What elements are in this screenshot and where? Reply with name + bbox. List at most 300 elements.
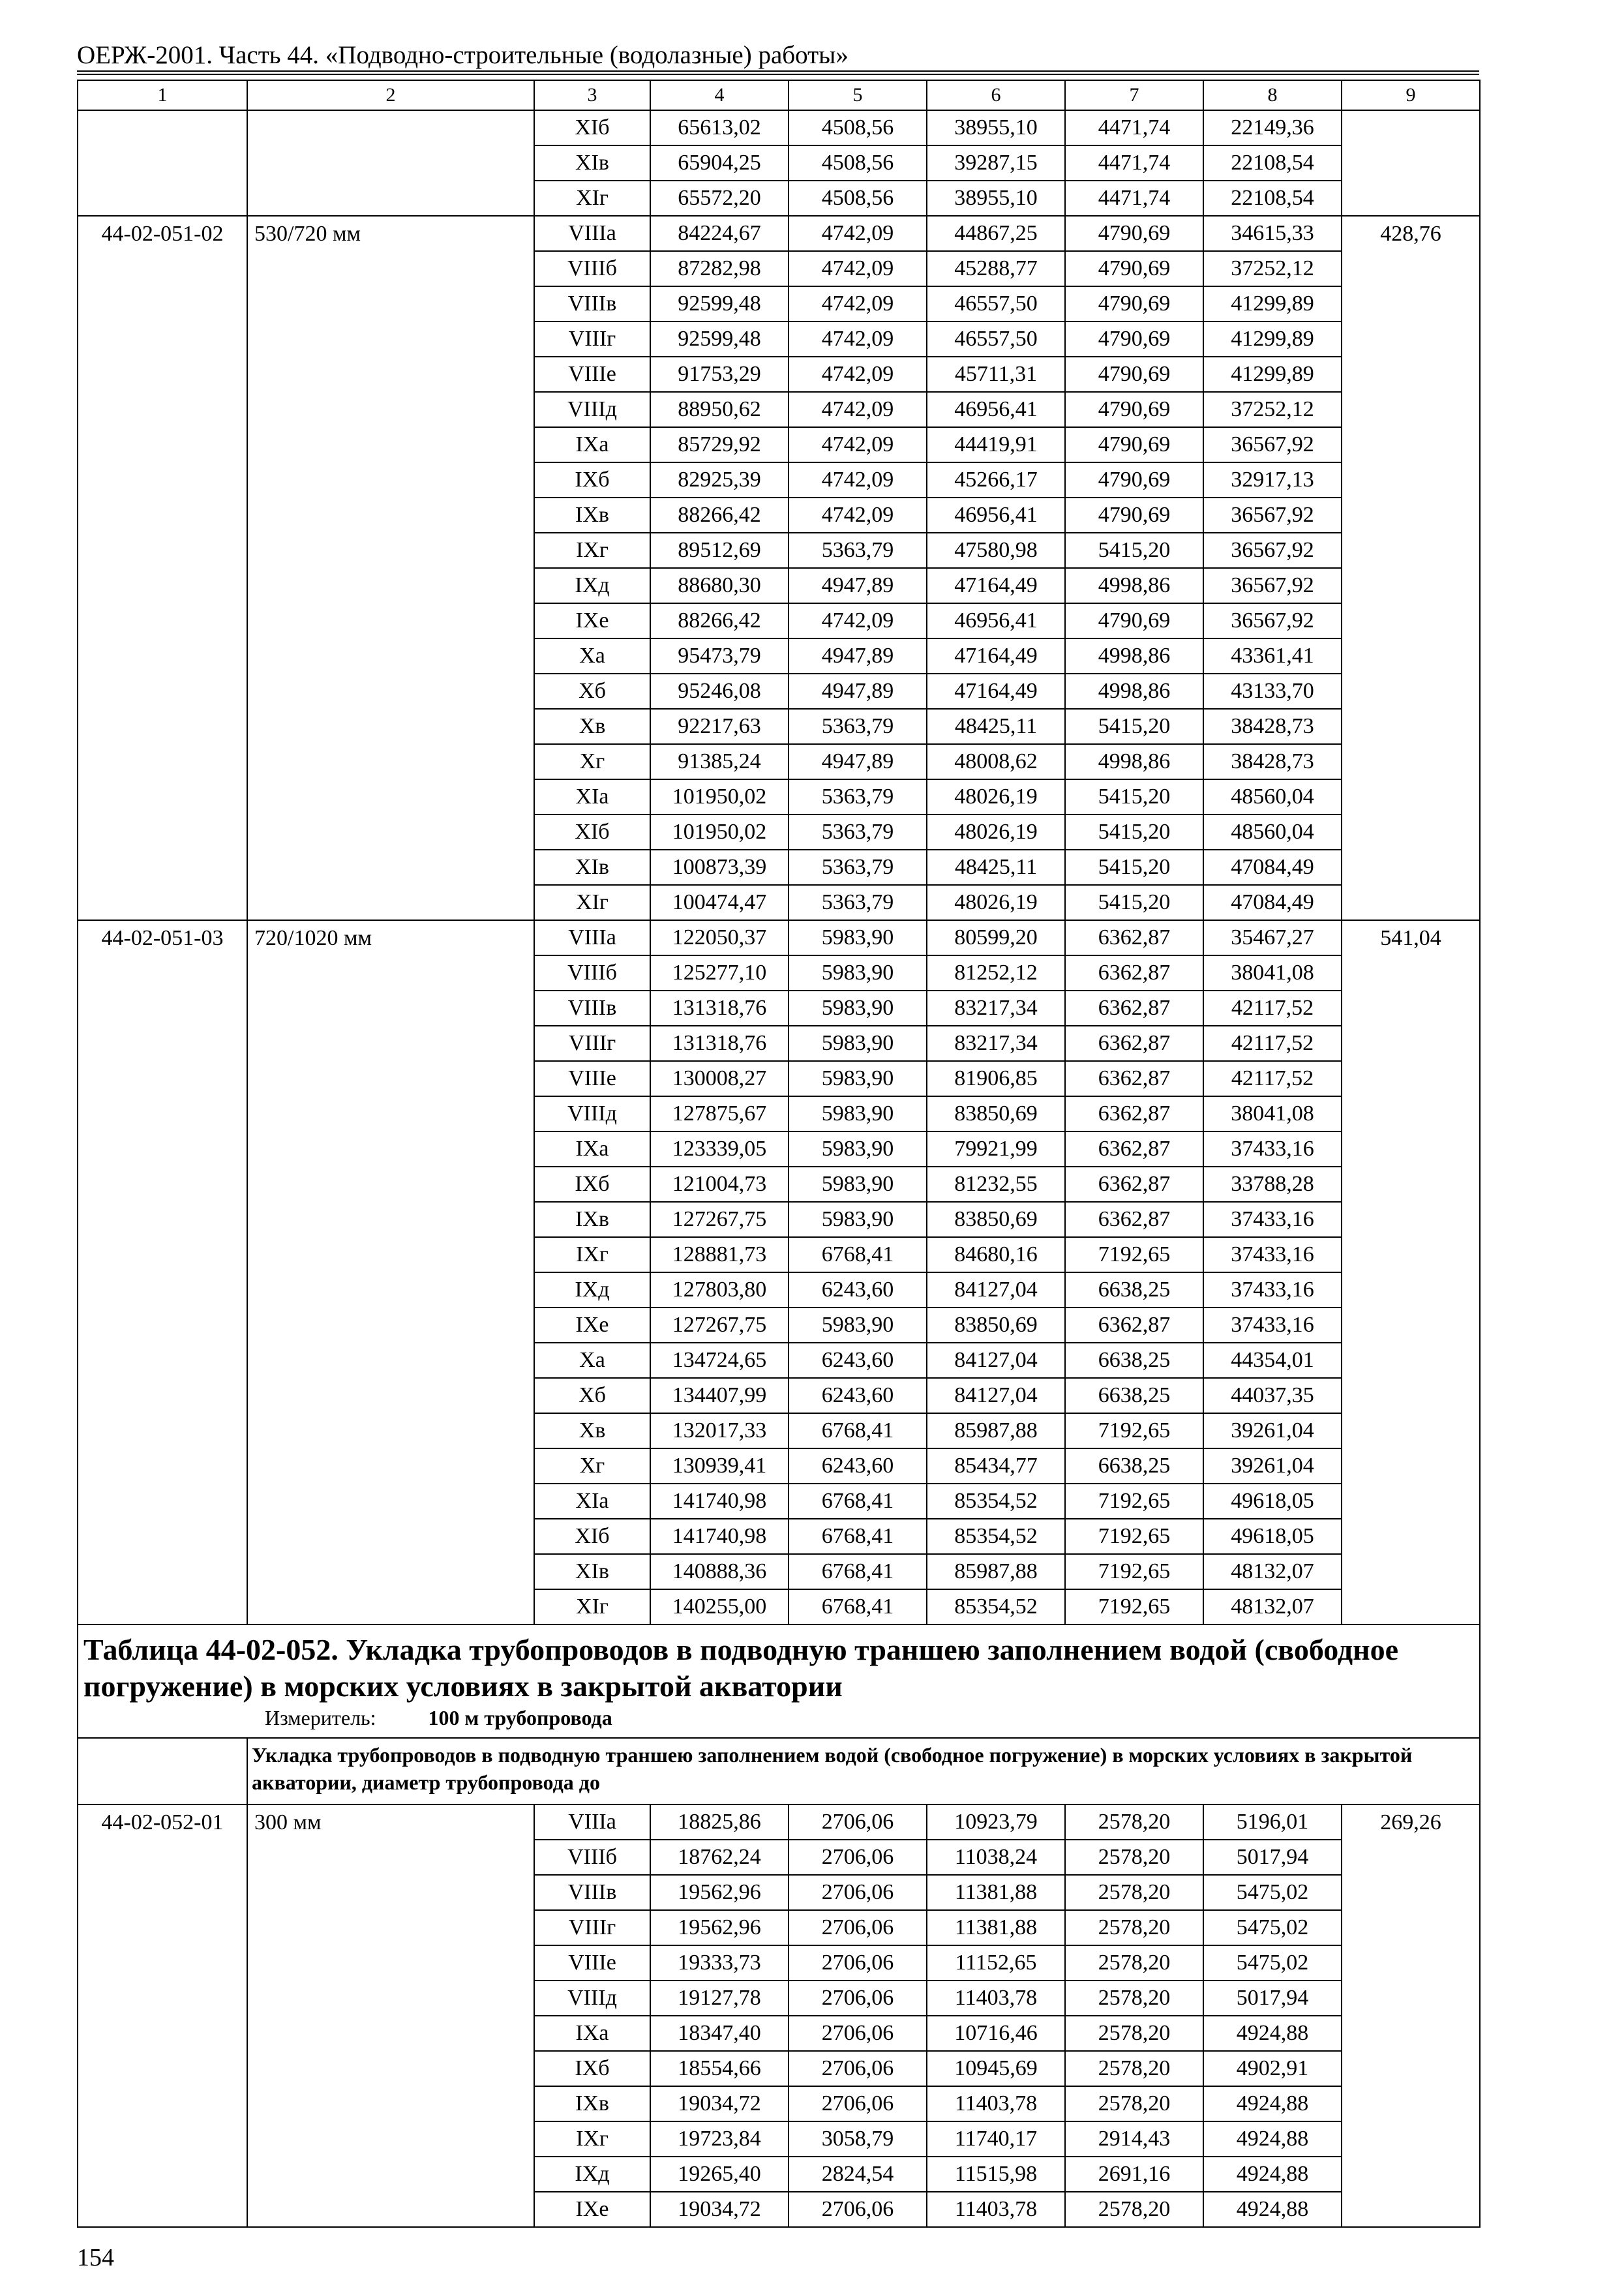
value-cell: 89512,69 <box>650 533 789 568</box>
value-cell: 127803,80 <box>650 1272 789 1308</box>
value-cell: 36567,92 <box>1203 568 1342 603</box>
rate-code: 44-02-051-02 <box>78 216 247 920</box>
value-cell: 4947,89 <box>789 638 927 674</box>
value-cell: 11403,78 <box>927 1981 1065 2016</box>
value-cell: 140255,00 <box>650 1589 789 1624</box>
value-cell: 6362,87 <box>1065 1202 1203 1237</box>
zone-class: VIIIб <box>534 251 650 286</box>
value-cell: 11740,17 <box>927 2121 1065 2157</box>
table-body-part-b <box>78 1804 1480 2227</box>
value-cell: 4742,09 <box>789 286 927 322</box>
value-cell: 132017,33 <box>650 1413 789 1448</box>
rate-code <box>78 110 247 216</box>
pipe-diameter: 530/720 мм <box>247 216 534 920</box>
zone-class: Xа <box>534 1343 650 1378</box>
section-heading-row <box>78 1738 1480 1804</box>
zone-class: XIв <box>534 145 650 181</box>
zone-class: VIIIг <box>534 322 650 357</box>
value-cell: 22149,36 <box>1203 110 1342 145</box>
labor-value: 269,26 <box>1342 1804 1480 2227</box>
value-cell: 6362,87 <box>1065 1167 1203 1202</box>
value-cell: 6638,25 <box>1065 1343 1203 1378</box>
value-cell: 11403,78 <box>927 2192 1065 2227</box>
value-cell: 4742,09 <box>789 427 927 462</box>
value-cell: 125277,10 <box>650 955 789 991</box>
value-cell: 83217,34 <box>927 1026 1065 1061</box>
value-cell: 4790,69 <box>1065 216 1203 251</box>
zone-class: VIIIв <box>534 991 650 1026</box>
value-cell: 2706,06 <box>789 2192 927 2227</box>
value-cell: 38428,73 <box>1203 709 1342 744</box>
value-cell: 2706,06 <box>789 1840 927 1875</box>
value-cell: 2706,06 <box>789 2051 927 2086</box>
value-cell: 2824,54 <box>789 2157 927 2192</box>
value-cell: 5415,20 <box>1065 885 1203 920</box>
pipe-diameter: 720/1020 мм <box>247 920 534 1624</box>
value-cell: 45288,77 <box>927 251 1065 286</box>
value-cell: 92599,48 <box>650 286 789 322</box>
value-cell: 2706,06 <box>789 2086 927 2121</box>
zone-class: IXа <box>534 427 650 462</box>
value-cell: 4947,89 <box>789 744 927 779</box>
col-number: 2 <box>247 80 534 110</box>
value-cell: 85729,92 <box>650 427 789 462</box>
section-heading: Укладка трубопроводов в подводную траншею заполнением водой (свободное погружение) в морских условиях в закрытой акватории, диаметр трубопровода до <box>252 1743 1413 1794</box>
zone-class: VIIIг <box>534 1910 650 1945</box>
value-cell: 33788,28 <box>1203 1167 1342 1202</box>
value-cell: 123339,05 <box>650 1131 789 1167</box>
value-cell: 6362,87 <box>1065 1096 1203 1131</box>
value-cell: 19562,96 <box>650 1875 789 1910</box>
value-cell: 6768,41 <box>789 1237 927 1272</box>
zone-class: IXв <box>534 2086 650 2121</box>
value-cell: 2914,43 <box>1065 2121 1203 2157</box>
value-cell: 36567,92 <box>1203 498 1342 533</box>
zone-class: XIб <box>534 110 650 145</box>
labor-value <box>1342 110 1480 216</box>
value-cell: 2578,20 <box>1065 1945 1203 1981</box>
value-cell: 47164,49 <box>927 674 1065 709</box>
value-cell: 4947,89 <box>789 674 927 709</box>
labor-value: 428,76 <box>1342 216 1480 920</box>
value-cell: 48026,19 <box>927 815 1065 850</box>
value-cell: 39287,15 <box>927 145 1065 181</box>
value-cell: 4742,09 <box>789 357 927 392</box>
value-cell: 7192,65 <box>1065 1554 1203 1589</box>
value-cell: 5415,20 <box>1065 850 1203 885</box>
value-cell: 4790,69 <box>1065 427 1203 462</box>
value-cell: 6362,87 <box>1065 955 1203 991</box>
value-cell: 6362,87 <box>1065 991 1203 1026</box>
value-cell: 11381,88 <box>927 1910 1065 1945</box>
column-number-row <box>78 80 1480 110</box>
table-row <box>78 1804 1480 1840</box>
value-cell: 10923,79 <box>927 1804 1065 1840</box>
value-cell: 6243,60 <box>789 1343 927 1378</box>
value-cell: 34615,33 <box>1203 216 1342 251</box>
col-number: 7 <box>1065 80 1203 110</box>
value-cell: 42117,52 <box>1203 1061 1342 1096</box>
value-cell: 130008,27 <box>650 1061 789 1096</box>
zone-class: IXг <box>534 1237 650 1272</box>
value-cell: 87282,98 <box>650 251 789 286</box>
zone-class: XIг <box>534 1589 650 1624</box>
value-cell: 4742,09 <box>789 392 927 427</box>
value-cell: 4742,09 <box>789 603 927 638</box>
value-cell: 11403,78 <box>927 2086 1065 2121</box>
rate-code: 44-02-052-01 <box>78 1804 247 2227</box>
value-cell: 44037,35 <box>1203 1378 1342 1413</box>
section-heading-cell <box>247 1738 1480 1804</box>
value-cell: 38428,73 <box>1203 744 1342 779</box>
value-cell: 4790,69 <box>1065 357 1203 392</box>
value-cell: 85354,52 <box>927 1519 1065 1554</box>
value-cell: 88266,42 <box>650 498 789 533</box>
value-cell: 46956,41 <box>927 603 1065 638</box>
value-cell: 92217,63 <box>650 709 789 744</box>
value-cell: 65904,25 <box>650 145 789 181</box>
value-cell: 85987,88 <box>927 1413 1065 1448</box>
value-cell: 4508,56 <box>789 145 927 181</box>
table-title-section <box>78 1624 1480 1804</box>
value-cell: 2578,20 <box>1065 1840 1203 1875</box>
zone-class: VIIIд <box>534 1981 650 2016</box>
value-cell: 48132,07 <box>1203 1554 1342 1589</box>
value-cell: 7192,65 <box>1065 1519 1203 1554</box>
zone-class: IXд <box>534 568 650 603</box>
value-cell: 6362,87 <box>1065 1308 1203 1343</box>
value-cell: 45711,31 <box>927 357 1065 392</box>
value-cell: 127875,67 <box>650 1096 789 1131</box>
value-cell: 11515,98 <box>927 2157 1065 2192</box>
value-cell: 47084,49 <box>1203 850 1342 885</box>
zone-class: VIIIа <box>534 920 650 955</box>
value-cell: 18554,66 <box>650 2051 789 2086</box>
table-title-cell <box>78 1624 1480 1738</box>
zone-class: IXб <box>534 2051 650 2086</box>
value-cell: 48026,19 <box>927 779 1065 815</box>
value-cell: 4508,56 <box>789 110 927 145</box>
value-cell: 36567,92 <box>1203 603 1342 638</box>
value-cell: 48560,04 <box>1203 779 1342 815</box>
value-cell: 49618,05 <box>1203 1519 1342 1554</box>
value-cell: 41299,89 <box>1203 322 1342 357</box>
zone-class: IXе <box>534 2192 650 2227</box>
zone-class: VIIIб <box>534 1840 650 1875</box>
value-cell: 141740,98 <box>650 1519 789 1554</box>
table-body-part-a <box>78 80 1480 1624</box>
value-cell: 10945,69 <box>927 2051 1065 2086</box>
value-cell: 4508,56 <box>789 181 927 216</box>
value-cell: 84127,04 <box>927 1378 1065 1413</box>
value-cell: 48425,11 <box>927 709 1065 744</box>
value-cell: 2706,06 <box>789 1804 927 1840</box>
value-cell: 36567,92 <box>1203 427 1342 462</box>
zone-class: Xг <box>534 1448 650 1484</box>
value-cell: 4947,89 <box>789 568 927 603</box>
value-cell: 6638,25 <box>1065 1448 1203 1484</box>
value-cell: 2578,20 <box>1065 1875 1203 1910</box>
value-cell: 2578,20 <box>1065 2016 1203 2051</box>
value-cell: 4998,86 <box>1065 674 1203 709</box>
value-cell: 5363,79 <box>789 533 927 568</box>
value-cell: 65613,02 <box>650 110 789 145</box>
zone-class: XIг <box>534 885 650 920</box>
value-cell: 88680,30 <box>650 568 789 603</box>
rates-table <box>77 80 1481 2228</box>
col-number: 3 <box>534 80 650 110</box>
value-cell: 141740,98 <box>650 1484 789 1519</box>
value-cell: 4924,88 <box>1203 2192 1342 2227</box>
value-cell: 4471,74 <box>1065 110 1203 145</box>
value-cell: 37433,16 <box>1203 1308 1342 1343</box>
value-cell: 2706,06 <box>789 1910 927 1945</box>
value-cell: 84127,04 <box>927 1343 1065 1378</box>
table-row <box>78 216 1480 251</box>
value-cell: 2578,20 <box>1065 2086 1203 2121</box>
value-cell: 95473,79 <box>650 638 789 674</box>
value-cell: 4902,91 <box>1203 2051 1342 2086</box>
value-cell: 47164,49 <box>927 638 1065 674</box>
value-cell: 5475,02 <box>1203 1945 1342 1981</box>
value-cell: 122050,37 <box>650 920 789 955</box>
zone-class: IXд <box>534 1272 650 1308</box>
zone-class: IXд <box>534 2157 650 2192</box>
zone-class: VIIIв <box>534 286 650 322</box>
value-cell: 19723,84 <box>650 2121 789 2157</box>
value-cell: 39261,04 <box>1203 1448 1342 1484</box>
zone-class: IXг <box>534 2121 650 2157</box>
value-cell: 131318,76 <box>650 991 789 1026</box>
value-cell: 6638,25 <box>1065 1272 1203 1308</box>
value-cell: 5017,94 <box>1203 1981 1342 2016</box>
value-cell: 38955,10 <box>927 110 1065 145</box>
value-cell: 100474,47 <box>650 885 789 920</box>
value-cell: 84680,16 <box>927 1237 1065 1272</box>
value-cell: 19265,40 <box>650 2157 789 2192</box>
value-cell: 6768,41 <box>789 1484 927 1519</box>
zone-class: XIб <box>534 1519 650 1554</box>
value-cell: 45266,17 <box>927 462 1065 498</box>
value-cell: 6362,87 <box>1065 1061 1203 1096</box>
value-cell: 101950,02 <box>650 779 789 815</box>
zone-class: VIIIе <box>534 357 650 392</box>
value-cell: 19034,72 <box>650 2192 789 2227</box>
value-cell: 121004,73 <box>650 1167 789 1202</box>
value-cell: 37252,12 <box>1203 251 1342 286</box>
value-cell: 4924,88 <box>1203 2157 1342 2192</box>
value-cell: 5415,20 <box>1065 709 1203 744</box>
value-cell: 48560,04 <box>1203 815 1342 850</box>
value-cell: 5017,94 <box>1203 1840 1342 1875</box>
value-cell: 48008,62 <box>927 744 1065 779</box>
value-cell: 18347,40 <box>650 2016 789 2051</box>
value-cell: 5983,90 <box>789 1202 927 1237</box>
value-cell: 7192,65 <box>1065 1484 1203 1519</box>
value-cell: 47084,49 <box>1203 885 1342 920</box>
value-cell: 2706,06 <box>789 1875 927 1910</box>
zone-class: VIIIб <box>534 955 650 991</box>
value-cell: 48425,11 <box>927 850 1065 885</box>
page-number: 154 <box>77 2244 114 2271</box>
col-number: 1 <box>78 80 247 110</box>
zone-class: XIб <box>534 815 650 850</box>
value-cell: 11038,24 <box>927 1840 1065 1875</box>
value-cell: 5363,79 <box>789 850 927 885</box>
zone-class: IXг <box>534 533 650 568</box>
value-cell: 48132,07 <box>1203 1589 1342 1624</box>
value-cell: 85987,88 <box>927 1554 1065 1589</box>
value-cell: 4471,74 <box>1065 181 1203 216</box>
value-cell: 134407,99 <box>650 1378 789 1413</box>
value-cell: 5363,79 <box>789 885 927 920</box>
page-header: ОЕРЖ-2001. Часть 44. «Подводно-строительные (водолазные) работы» <box>77 41 849 69</box>
value-cell: 4742,09 <box>789 462 927 498</box>
value-cell: 6768,41 <box>789 1413 927 1448</box>
value-cell: 37433,16 <box>1203 1202 1342 1237</box>
pipe-diameter <box>247 110 534 216</box>
value-cell: 4998,86 <box>1065 568 1203 603</box>
value-cell: 85354,52 <box>927 1484 1065 1519</box>
value-cell: 43133,70 <box>1203 674 1342 709</box>
col-number: 4 <box>650 80 789 110</box>
col-number: 8 <box>1203 80 1342 110</box>
pipe-diameter: 300 мм <box>247 1804 534 2227</box>
value-cell: 5415,20 <box>1065 815 1203 850</box>
value-cell: 6362,87 <box>1065 1026 1203 1061</box>
value-cell: 88950,62 <box>650 392 789 427</box>
value-cell: 84224,67 <box>650 216 789 251</box>
zone-class: Xб <box>534 1378 650 1413</box>
value-cell: 47164,49 <box>927 568 1065 603</box>
value-cell: 5983,90 <box>789 1167 927 1202</box>
value-cell: 41299,89 <box>1203 357 1342 392</box>
zone-class: IXв <box>534 1202 650 1237</box>
measure-label: Измеритель: <box>265 1706 376 1729</box>
value-cell: 5983,90 <box>789 920 927 955</box>
value-cell: 2578,20 <box>1065 1981 1203 2016</box>
value-cell: 100873,39 <box>650 850 789 885</box>
value-cell: 46956,41 <box>927 392 1065 427</box>
value-cell: 2691,16 <box>1065 2157 1203 2192</box>
value-cell: 4790,69 <box>1065 603 1203 638</box>
value-cell: 4742,09 <box>789 216 927 251</box>
value-cell: 6768,41 <box>789 1554 927 1589</box>
value-cell: 5983,90 <box>789 1061 927 1096</box>
value-cell: 3058,79 <box>789 2121 927 2157</box>
value-cell: 82925,39 <box>650 462 789 498</box>
value-cell: 4742,09 <box>789 322 927 357</box>
value-cell: 2706,06 <box>789 1981 927 2016</box>
value-cell: 38041,08 <box>1203 1096 1342 1131</box>
value-cell: 11152,65 <box>927 1945 1065 1981</box>
col-number: 9 <box>1342 80 1480 110</box>
value-cell: 37252,12 <box>1203 392 1342 427</box>
value-cell: 4924,88 <box>1203 2016 1342 2051</box>
value-cell: 91385,24 <box>650 744 789 779</box>
value-cell: 65572,20 <box>650 181 789 216</box>
zone-class: VIIIе <box>534 1061 650 1096</box>
value-cell: 18825,86 <box>650 1804 789 1840</box>
value-cell: 2578,20 <box>1065 1804 1203 1840</box>
value-cell: 7192,65 <box>1065 1589 1203 1624</box>
value-cell: 88266,42 <box>650 603 789 638</box>
value-cell: 127267,75 <box>650 1308 789 1343</box>
value-cell: 130939,41 <box>650 1448 789 1484</box>
value-cell: 35467,27 <box>1203 920 1342 955</box>
value-cell: 6638,25 <box>1065 1378 1203 1413</box>
value-cell: 134724,65 <box>650 1343 789 1378</box>
rate-code: 44-02-051-03 <box>78 920 247 1624</box>
zone-class: Xв <box>534 1413 650 1448</box>
value-cell: 44419,91 <box>927 427 1065 462</box>
value-cell: 101950,02 <box>650 815 789 850</box>
value-cell: 4790,69 <box>1065 322 1203 357</box>
zone-class: Xв <box>534 709 650 744</box>
value-cell: 5983,90 <box>789 1026 927 1061</box>
value-cell: 5363,79 <box>789 815 927 850</box>
value-cell: 92599,48 <box>650 322 789 357</box>
value-cell: 5475,02 <box>1203 1875 1342 1910</box>
value-cell: 4742,09 <box>789 498 927 533</box>
value-cell: 4471,74 <box>1065 145 1203 181</box>
zone-class: IXб <box>534 462 650 498</box>
header-rule <box>77 70 1479 72</box>
value-cell: 38955,10 <box>927 181 1065 216</box>
zone-class: XIг <box>534 181 650 216</box>
value-cell: 32917,13 <box>1203 462 1342 498</box>
measure-value: 100 м трубопровода <box>428 1706 612 1729</box>
zone-class: IXе <box>534 603 650 638</box>
value-cell: 5983,90 <box>789 991 927 1026</box>
header-rule-thin <box>77 74 1479 75</box>
zone-class: VIIIд <box>534 1096 650 1131</box>
value-cell: 7192,65 <box>1065 1413 1203 1448</box>
section-heading-empty <box>78 1738 247 1804</box>
table-row <box>78 920 1480 955</box>
value-cell: 42117,52 <box>1203 1026 1342 1061</box>
value-cell: 5363,79 <box>789 709 927 744</box>
measure-line <box>83 1705 1474 1731</box>
zone-class: XIв <box>534 850 650 885</box>
value-cell: 83850,69 <box>927 1308 1065 1343</box>
value-cell: 6243,60 <box>789 1272 927 1308</box>
zone-class: IXа <box>534 1131 650 1167</box>
value-cell: 41299,89 <box>1203 286 1342 322</box>
value-cell: 47580,98 <box>927 533 1065 568</box>
value-cell: 85434,77 <box>927 1448 1065 1484</box>
value-cell: 4924,88 <box>1203 2086 1342 2121</box>
col-number: 5 <box>789 80 927 110</box>
value-cell: 5196,01 <box>1203 1804 1342 1840</box>
value-cell: 22108,54 <box>1203 181 1342 216</box>
value-cell: 6768,41 <box>789 1589 927 1624</box>
value-cell: 46557,50 <box>927 286 1065 322</box>
value-cell: 19562,96 <box>650 1910 789 1945</box>
value-cell: 4790,69 <box>1065 462 1203 498</box>
value-cell: 46956,41 <box>927 498 1065 533</box>
table-title-row <box>78 1624 1480 1738</box>
zone-class: XIа <box>534 779 650 815</box>
value-cell: 19034,72 <box>650 2086 789 2121</box>
value-cell: 84127,04 <box>927 1272 1065 1308</box>
value-cell: 131318,76 <box>650 1026 789 1061</box>
value-cell: 128881,73 <box>650 1237 789 1272</box>
value-cell: 2578,20 <box>1065 1910 1203 1945</box>
value-cell: 46557,50 <box>927 322 1065 357</box>
zone-class: Xа <box>534 638 650 674</box>
zone-class: XIв <box>534 1554 650 1589</box>
